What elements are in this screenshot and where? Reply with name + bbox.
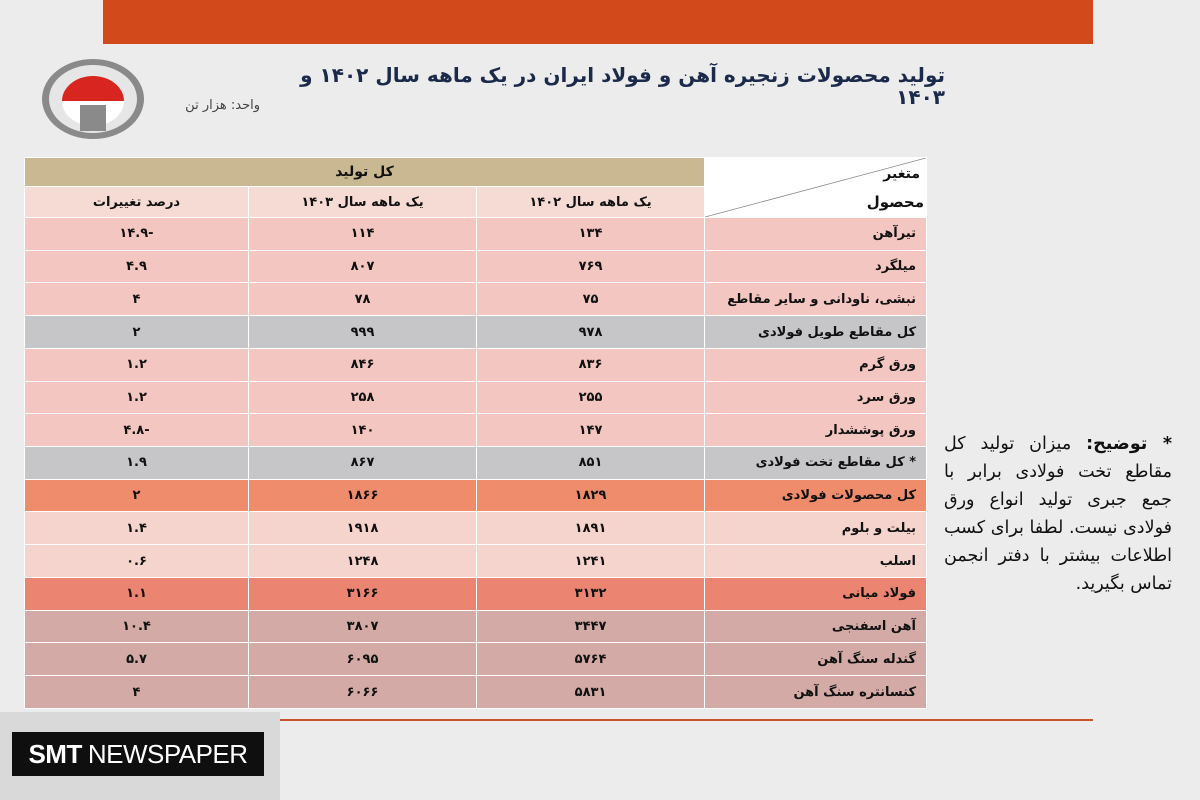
table-row [25, 643, 927, 676]
variable-label: متغیر [883, 166, 921, 182]
production-table [24, 157, 927, 709]
row-change-percent: ۱.۹ [25, 447, 249, 480]
row-product-name: کل محصولات فولادی [705, 479, 927, 512]
row-value-1403: ۱۱۴ [249, 218, 477, 251]
table-row [25, 447, 927, 480]
row-product-name: ورق گرم [705, 348, 927, 381]
column-header-1403: یک ماهه سال ۱۴۰۳ [249, 187, 477, 218]
row-value-1402: ۱۸۲۹ [477, 479, 705, 512]
row-change-percent: ۱.۴ [25, 512, 249, 545]
row-value-1402: ۵۸۳۱ [477, 676, 705, 709]
unit-label: واحد: هزار تن [185, 98, 260, 113]
row-value-1403: ۱۹۱۸ [249, 512, 477, 545]
row-change-percent: ۰.۶ [25, 545, 249, 578]
row-value-1402: ۱۳۴ [477, 218, 705, 251]
row-value-1403: ۶۰۹۵ [249, 643, 477, 676]
row-product-name: ورق سرد [705, 381, 927, 414]
row-product-name: بیلت و بلوم [705, 512, 927, 545]
table-row [25, 348, 927, 381]
row-value-1402: ۲۵۵ [477, 381, 705, 414]
product-label: محصول [866, 193, 925, 211]
row-change-percent: ۴.۹ [25, 250, 249, 283]
row-change-percent: ۱۰.۴ [25, 610, 249, 643]
table-row [25, 577, 927, 610]
row-product-name: * کل مقاطع تخت فولادی [705, 447, 927, 480]
column-header-1402: یک ماهه سال ۱۴۰۲ [477, 187, 705, 218]
row-product-name: گندله سنگ آهن [705, 643, 927, 676]
variable-product-header [705, 158, 927, 218]
brand-part2: NEWSPAPER [87, 738, 248, 769]
row-value-1403: ۷۸ [249, 283, 477, 316]
table-row [25, 512, 927, 545]
row-value-1402: ۸۳۶ [477, 348, 705, 381]
row-change-percent: ۴ [25, 283, 249, 316]
row-value-1402: ۹۷۸ [477, 316, 705, 349]
row-change-percent: ۵.۷ [25, 643, 249, 676]
row-product-name: نبشی، ناودانی و سایر مقاطع [705, 283, 927, 316]
explanation-note [944, 430, 1172, 598]
smt-newspaper-logo [12, 732, 264, 776]
row-value-1403: ۱۲۴۸ [249, 545, 477, 578]
row-value-1403: ۸۴۶ [249, 348, 477, 381]
row-product-name: آهن اسفنجی [705, 610, 927, 643]
row-change-percent: ۲ [25, 316, 249, 349]
row-product-name: ورق پوششدار [705, 414, 927, 447]
row-value-1403: ۸۰۷ [249, 250, 477, 283]
column-header-change: درصد تغییرات [25, 187, 249, 218]
row-change-percent: ۴ [25, 676, 249, 709]
table-row [25, 676, 927, 709]
row-value-1402: ۱۲۴۱ [477, 545, 705, 578]
table-row [25, 250, 927, 283]
row-value-1403: ۳۱۶۶ [249, 577, 477, 610]
row-product-name: میلگرد [705, 250, 927, 283]
row-value-1402: ۱۴۷ [477, 414, 705, 447]
row-product-name: کل مقاطع طویل فولادی [705, 316, 927, 349]
note-label: * توضیح: [1086, 434, 1172, 454]
top-banner [103, 0, 1093, 44]
page-title: تولید محصولات زنجیره آهن و فولاد ایران در یک ماهه سال ۱۴۰۲ و ۱۴۰۳ [300, 63, 945, 109]
row-product-name: اسلب [705, 545, 927, 578]
row-product-name: تیرآهن [705, 218, 927, 251]
row-value-1403: ۱۴۰ [249, 414, 477, 447]
row-value-1403: ۸۶۷ [249, 447, 477, 480]
row-value-1402: ۱۸۹۱ [477, 512, 705, 545]
row-change-percent: ۱.۱ [25, 577, 249, 610]
row-product-name: فولاد میانی [705, 577, 927, 610]
row-change-percent: -۴.۸ [25, 414, 249, 447]
row-value-1402: ۷۵ [477, 283, 705, 316]
table-row [25, 283, 927, 316]
row-value-1403: ۲۵۸ [249, 381, 477, 414]
brand-part1: SMT [28, 738, 82, 769]
row-value-1403: ۳۸۰۷ [249, 610, 477, 643]
row-value-1403: ۱۸۶۶ [249, 479, 477, 512]
total-production-header: کل تولید [25, 158, 705, 187]
row-change-percent: ۲ [25, 479, 249, 512]
association-logo-icon [40, 57, 146, 141]
row-change-percent: ۱.۲ [25, 381, 249, 414]
row-value-1402: ۳۱۳۲ [477, 577, 705, 610]
row-change-percent: -۱۴.۹ [25, 218, 249, 251]
row-value-1402: ۳۴۴۷ [477, 610, 705, 643]
row-value-1402: ۷۶۹ [477, 250, 705, 283]
table-row [25, 479, 927, 512]
row-product-name: کنسانتره سنگ آهن [705, 676, 927, 709]
row-value-1402: ۸۵۱ [477, 447, 705, 480]
table-row [25, 610, 927, 643]
table-row [25, 316, 927, 349]
row-value-1402: ۵۷۶۴ [477, 643, 705, 676]
row-value-1403: ۶۰۶۶ [249, 676, 477, 709]
note-text: میزان تولید کل مقاطع تخت فولادی برابر با جمع جبری تولید انواع ورق فولادی نیست. لطفا برای کسب اطلاعات بیشتر با دفتر انجمن تماس بگیرید. [944, 434, 1172, 594]
table-row [25, 381, 927, 414]
table-row [25, 218, 927, 251]
row-value-1403: ۹۹۹ [249, 316, 477, 349]
table-row [25, 545, 927, 578]
row-change-percent: ۱.۲ [25, 348, 249, 381]
table-row [25, 414, 927, 447]
